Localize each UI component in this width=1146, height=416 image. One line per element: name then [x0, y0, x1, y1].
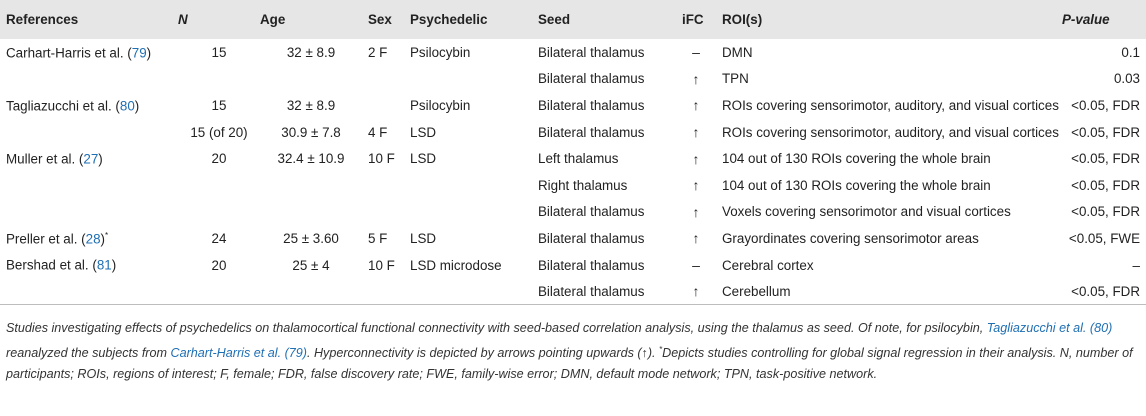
reference-link[interactable]: 81 — [96, 257, 112, 273]
reference-name: Tagliazucchi et al. ( — [6, 98, 120, 114]
cell-age — [260, 199, 362, 226]
header-age: Age — [260, 12, 286, 27]
cell-rois: 104 out of 130 ROIs covering the whole brain — [722, 177, 991, 193]
cell-seed: Bilateral thalamus — [538, 44, 645, 60]
reference-close: ) — [100, 231, 105, 247]
cell-psychedelic: LSD — [410, 230, 437, 246]
table-row — [0, 39, 1146, 66]
cell-n: 20 — [211, 151, 227, 167]
cell-reference — [0, 119, 178, 146]
cell-rois: Cerebellum — [716, 278, 1056, 305]
cell-n: 20 — [211, 257, 227, 273]
header-n: N — [178, 12, 188, 27]
reference-link[interactable]: 80 — [119, 98, 135, 114]
header-psychedelic: Psychedelic — [410, 12, 488, 27]
cell-reference — [0, 66, 178, 93]
reference-link[interactable]: 79 — [131, 45, 147, 61]
reference-close: ) — [111, 257, 117, 273]
cell-reference — [0, 278, 178, 305]
cell-n — [178, 278, 260, 305]
table-body — [0, 39, 1146, 305]
cell-ifc: – — [692, 257, 700, 274]
cell-psychedelic: Psilocybin — [410, 44, 471, 60]
cell-pvalue: 0.03 — [1113, 71, 1140, 87]
cell-ifc: ↑ — [692, 124, 700, 141]
cell-sex — [362, 92, 404, 119]
cell-rois: 104 out of 130 ROIs covering the whole brain — [722, 151, 991, 167]
header-row — [0, 0, 1146, 39]
cell-sex: 10 F — [368, 151, 395, 167]
cell-age: 32 ± 8.9 — [286, 44, 336, 60]
reference-name: Carhart-Harris et al. ( — [6, 45, 132, 61]
reference-name: Muller et al. ( — [6, 151, 84, 167]
cell-n: 15 — [211, 97, 227, 113]
cell-ifc: ↑ — [692, 70, 700, 87]
cell-rois: ROIs covering sensorimotor, auditory, and visual cortices — [722, 124, 1059, 140]
cell-reference — [0, 172, 178, 199]
cell-seed: Bilateral thalamus — [538, 257, 645, 273]
cell-psychedelic — [404, 66, 532, 93]
cell-psychedelic: LSD — [410, 124, 437, 140]
cell-ifc: ↑ — [676, 278, 716, 305]
cell-psychedelic: Psilocybin — [410, 97, 471, 113]
table-caption — [6, 318, 1140, 385]
cell-pvalue: – — [1132, 257, 1140, 273]
header-ifc: iFC — [682, 12, 704, 27]
header-sex: Sex — [368, 12, 392, 27]
cell-ifc: ↑ — [692, 150, 700, 167]
cell-age: 32.4 ± 10.9 — [277, 151, 345, 167]
cell-age — [260, 278, 362, 305]
cell-ifc: ↑ — [692, 97, 700, 114]
cell-rois: DMN — [722, 44, 753, 60]
cell-pvalue: 0.1 — [1121, 44, 1140, 60]
cell-n — [178, 199, 260, 226]
table-row — [0, 119, 1146, 146]
cell-pvalue: <0.05, FDR — [1056, 278, 1146, 305]
reference-close: ) — [98, 151, 103, 167]
caption-text-3: . Hyperconnectivity is depicted by arrows pointing upwards (↑). — [306, 346, 660, 361]
cell-n: 15 (of 20) — [190, 124, 248, 140]
caption-text-4: Depicts studies controlling for global signal regression in their analysis. N, number of participants; ROIs, regions of interest; F, female; FDR, false discovery rate; FWE, family-wise error; DMN, default mode network; TPN, task-positive network. — [6, 346, 1133, 382]
cell-psychedelic: LSD microdose — [410, 257, 502, 273]
cell-seed: Bilateral thalamus — [538, 97, 645, 113]
cell-reference — [0, 39, 178, 66]
cell-n — [178, 66, 260, 93]
cell-pvalue: <0.05, FDR — [1071, 177, 1140, 193]
reference-name: Preller et al. ( — [6, 231, 86, 247]
caption-text-1: Studies investigating effects of psychedelics on thalamocortical functional connectivity with seed-based correlation analysis, using the thalamus as seed. Of note, for psilocybin, — [6, 321, 987, 335]
cell-ifc: ↑ — [692, 177, 700, 194]
cell-age — [260, 66, 362, 93]
cell-ifc: ↑ — [692, 230, 700, 247]
cell-pvalue: <0.05, FDR — [1071, 204, 1140, 220]
cell-reference — [0, 145, 178, 172]
cell-sex: 4 F — [368, 124, 388, 140]
reference-close: ) — [146, 45, 152, 61]
cell-age: 25 ± 4 — [292, 257, 330, 273]
cell-reference — [0, 252, 178, 279]
cell-rois: TPN — [722, 71, 749, 87]
caption-link-carhart-harris[interactable]: Carhart-Harris et al. (79) — [170, 346, 307, 361]
cell-pvalue: <0.05, FWE — [1068, 230, 1140, 246]
cell-ifc: – — [692, 44, 700, 61]
cell-seed: Bilateral thalamus — [538, 230, 645, 246]
cell-seed: Bilateral thalamus — [538, 204, 645, 220]
cell-rois: Cerebral cortex — [722, 257, 814, 273]
reference-link[interactable]: 27 — [83, 151, 99, 167]
cell-seed: Bilateral thalamus — [532, 278, 676, 305]
cell-sex: 5 F — [368, 230, 388, 246]
header-pvalue: P-value — [1062, 12, 1110, 27]
cell-seed: Right thalamus — [538, 177, 628, 193]
table-row — [0, 252, 1146, 279]
cell-reference — [0, 199, 178, 226]
table-row — [0, 66, 1146, 93]
cell-sex: 2 F — [368, 44, 388, 60]
header-rois: ROI(s) — [722, 12, 763, 27]
header-seed: Seed — [538, 12, 571, 27]
caption-link-tagliazucchi[interactable]: Tagliazucchi et al. (80) — [986, 321, 1113, 335]
cell-pvalue: <0.05, FDR — [1071, 151, 1140, 167]
cell-n — [178, 172, 260, 199]
cell-psychedelic — [404, 278, 532, 305]
caption-text-2: reanalyzed the subjects from — [6, 346, 171, 361]
cell-seed: Bilateral thalamus — [538, 124, 645, 140]
cell-reference — [0, 225, 178, 252]
cell-psychedelic — [404, 172, 532, 199]
cell-sex — [362, 66, 404, 93]
cell-sex — [362, 172, 404, 199]
table-row — [0, 172, 1146, 199]
cell-rois: Grayordinates covering sensorimotor areas — [722, 230, 979, 246]
table-row — [0, 145, 1146, 172]
reference-link[interactable]: 28 — [85, 231, 101, 247]
cell-psychedelic — [404, 199, 532, 226]
cell-sex — [362, 278, 404, 305]
cell-n: 15 — [211, 44, 227, 60]
cell-sex — [362, 199, 404, 226]
cell-seed: Left thalamus — [538, 151, 619, 167]
table-row — [0, 278, 1146, 305]
cell-reference — [0, 92, 178, 119]
cell-rois: ROIs covering sensorimotor, auditory, and visual cortices — [722, 97, 1059, 113]
reference-close: ) — [134, 98, 140, 114]
cell-age — [260, 172, 362, 199]
cell-pvalue: <0.05, FDR — [1071, 97, 1140, 113]
cell-psychedelic: LSD — [410, 151, 437, 167]
cell-seed: Bilateral thalamus — [538, 71, 645, 87]
reference-asterisk: * — [105, 230, 109, 240]
cell-age: 30.9 ± 7.8 — [281, 124, 341, 140]
cell-pvalue: <0.05, FDR — [1071, 124, 1140, 140]
table-row — [0, 199, 1146, 226]
caption-asterisk: * — [659, 345, 663, 354]
cell-n: 24 — [211, 230, 227, 246]
cell-age: 32 ± 8.9 — [286, 97, 336, 113]
header-references: References — [6, 12, 79, 27]
cell-age: 25 ± 3.60 — [283, 230, 339, 246]
cell-ifc: ↑ — [692, 203, 700, 220]
reference-name: Bershad et al. ( — [6, 257, 97, 273]
table-row — [0, 92, 1146, 119]
cell-sex: 10 F — [368, 257, 395, 273]
table-row — [0, 225, 1146, 252]
cell-rois: Voxels covering sensorimotor and visual cortices — [722, 204, 1011, 220]
